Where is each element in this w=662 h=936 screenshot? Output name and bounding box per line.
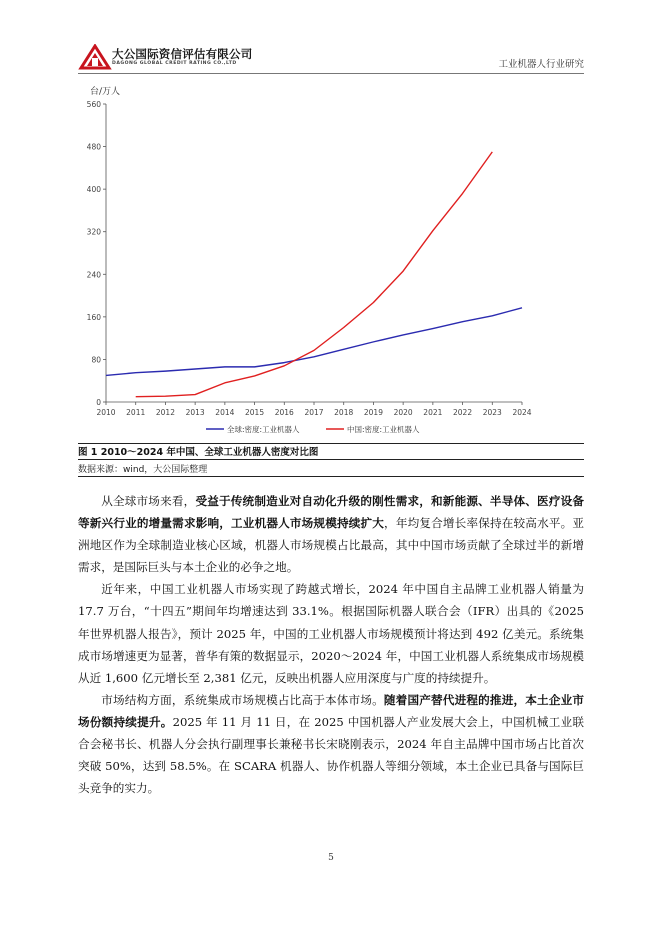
report-title: 工业机器人行业研究: [498, 59, 584, 70]
figure-rule-middle: [78, 459, 584, 460]
x-tick-label: 2016: [274, 408, 294, 417]
paragraph-china-market: 近年来，中国工业机器人市场实现了跨越式增长，2024 年中国自主品牌工业机器人销量为 17.7 万台，“十四五”期间年均增速达到 33.1%。根据国际机器人联合会（IFR）出具的《2025 年世界机器人报告》，预计 2025 年，中国的工业机器人市场规模预计将达到 492 亿美元。系统集成市场增速更为显著，普华有策的数据显示，2020～2024 年，中国工业机器人系统集成市场规模从近 1,600 亿元增长至 2,381 亿元，反映出机器人应用深度与广度的持续提升。: [78, 582, 584, 685]
y-tick-label: 160: [86, 312, 101, 322]
series-line-global: [106, 308, 522, 376]
density-chart: [78, 80, 584, 442]
p1-emphasis: 受益于传统制造业对自动化升级的刚性需求，和新能源、半导体、医疗设备等新兴行业的增量需求影响，工业机器人市场规模持续扩大: [78, 494, 584, 531]
x-tick-label: 2010: [96, 408, 116, 417]
figure-rule-bottom: [78, 476, 584, 477]
x-tick-label: 2024: [512, 408, 532, 417]
x-tick-label: 2012: [155, 408, 175, 417]
p3-lead: 市场结构方面，系统集成市场规模占比高于本体市场。: [101, 692, 384, 707]
x-tick-label: 2019: [363, 408, 383, 417]
density-chart-svg: [78, 80, 584, 442]
x-tick-label: 2023: [482, 408, 502, 417]
y-tick-label: 320: [86, 227, 101, 237]
x-tick-label: 2022: [453, 408, 473, 417]
y-tick-label: 560: [86, 100, 101, 109]
legend-label-global: 全球:密度:工业机器人: [227, 425, 300, 434]
page-header: [78, 44, 584, 72]
y-tick-label: 400: [86, 185, 101, 195]
x-tick-label: 2015: [245, 408, 265, 417]
paragraph-market-structure: [78, 689, 584, 799]
legend-label-china: 中国:密度:工业机器人: [347, 425, 420, 434]
body-text: [78, 490, 584, 799]
y-tick-label: 80: [91, 355, 101, 365]
company-name-cn: 大公国际资信评估有限公司: [112, 47, 253, 61]
page-number: 5: [328, 853, 334, 863]
y-axis-label: 台/万人: [90, 87, 121, 97]
x-tick-label: 2021: [423, 408, 443, 417]
x-tick-label: 2017: [304, 408, 324, 417]
x-tick-label: 2013: [185, 408, 205, 417]
x-tick-label: 2020: [393, 408, 413, 417]
x-tick-label: 2011: [126, 408, 146, 417]
company-name-en: DAGONG GLOBAL CREDIT RATING CO.,LTD: [112, 61, 237, 66]
figure-caption: 图 1 2010～2024 年中国、全球工业机器人密度对比图: [78, 447, 319, 458]
y-tick-label: 480: [86, 142, 101, 152]
y-tick-label: 240: [86, 270, 101, 280]
dagong-logo-icon: [78, 44, 112, 70]
p1-rest: ，年均复合增长率保持在较高水平。亚洲地区作为全球制造业核心区域，机器人市场规模占比最高，其中中国市场贡献了全球过半的新增需求，是国际巨头与本土企业的必争之地。: [78, 516, 584, 575]
x-tick-label: 2018: [334, 408, 354, 417]
y-tick-label: 0: [96, 398, 101, 407]
p1-lead: 从全球市场来看，: [101, 494, 196, 508]
p3-rest: 2025 年 11 月 11 日，在 2025 中国机器人产业发展大会上，中国机械工业联合会秘书长、机器人分会执行副理事长兼秘书长宋晓刚表示，2024 年自主品牌中国市场占比首次突破 50%，达到 58.5%。在 SCARA 机器人、协作机器人等细分领域，本土企业已具备与国际巨头竞争的实力。: [78, 714, 584, 796]
paragraph-global-market: [78, 490, 584, 578]
x-tick-label: 2014: [215, 408, 235, 417]
figure-source: 数据来源：wind，大公国际整理: [78, 465, 208, 475]
header-divider: [78, 73, 584, 74]
series-line-china: [136, 152, 493, 397]
p3-emphasis: 随着国产替代进程的推进，本土企业市场份额持续提升。: [78, 692, 584, 729]
